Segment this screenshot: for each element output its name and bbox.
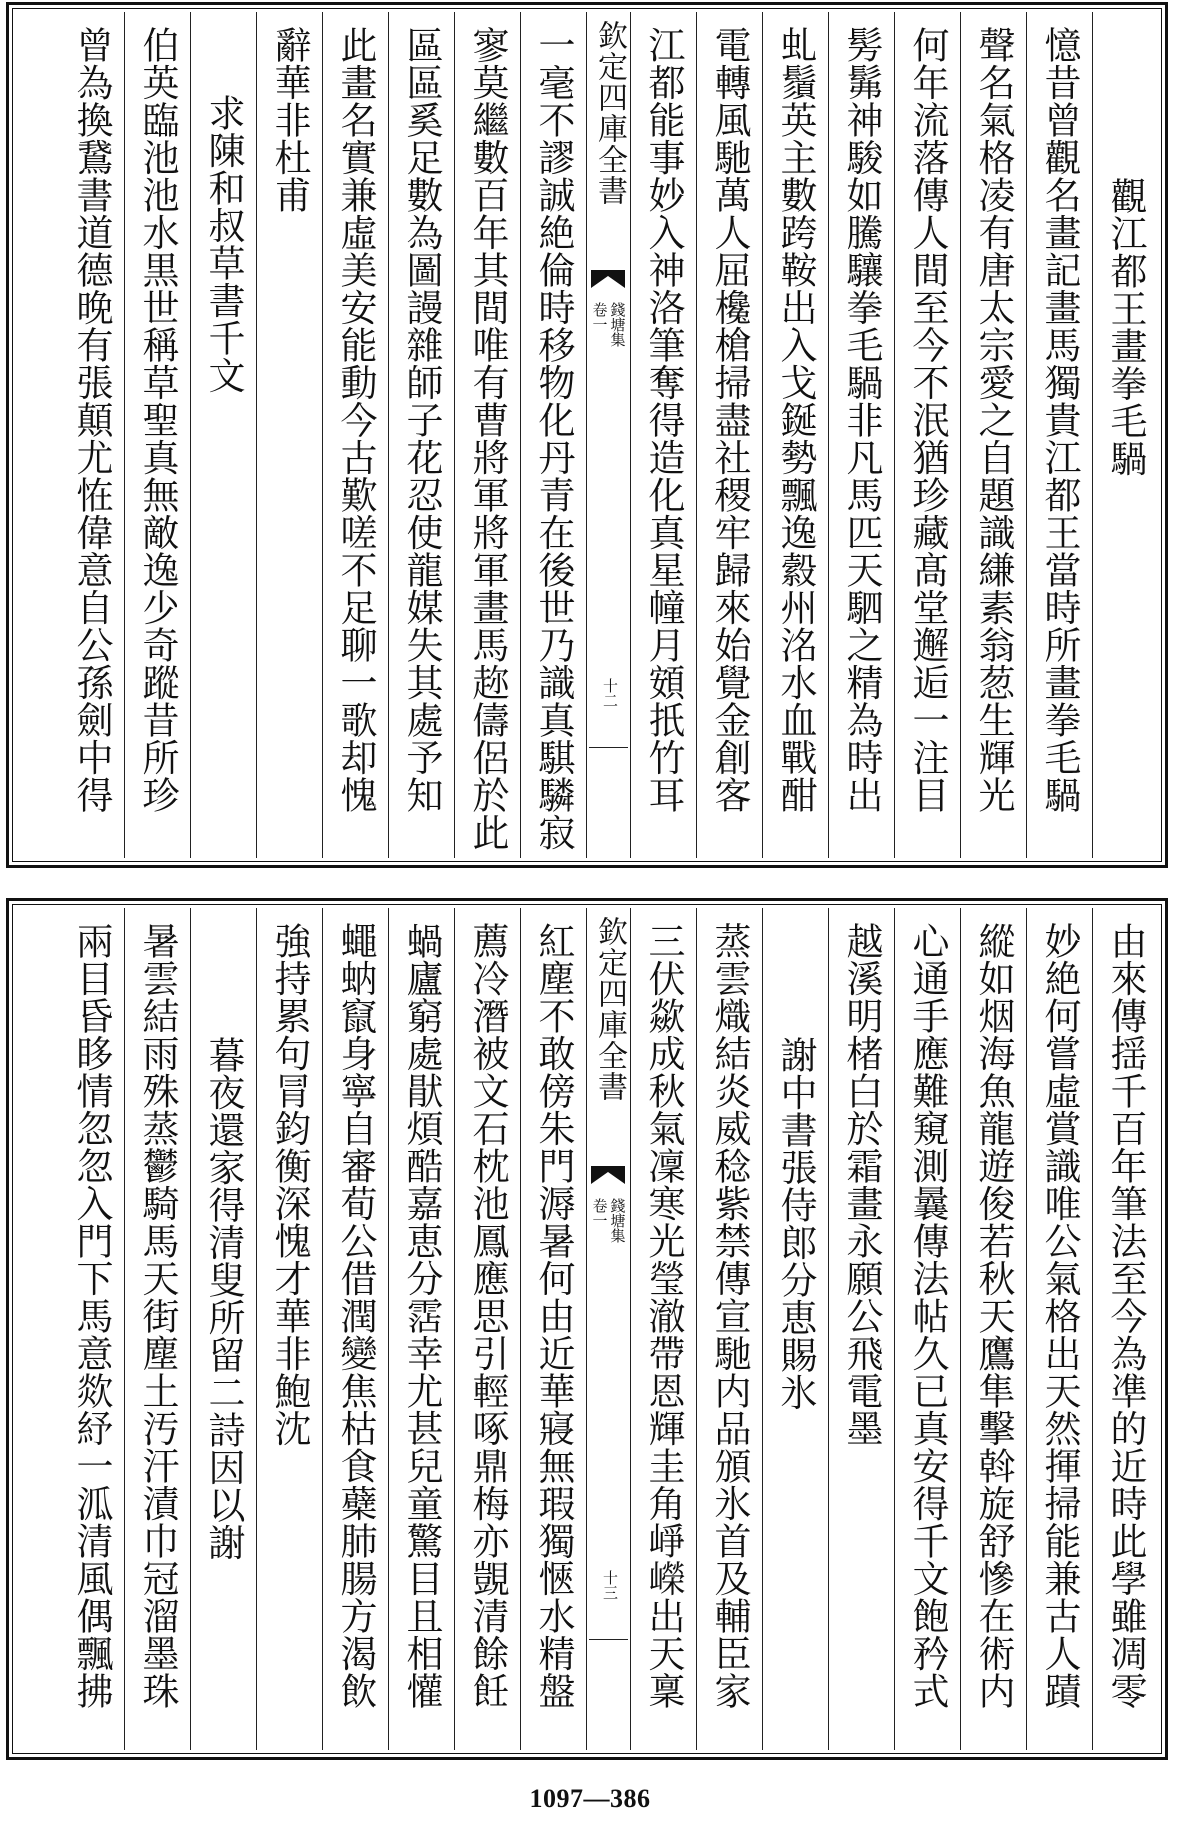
text-column: 薦冷潛被文石枕池鳳應思引輕啄鼎梅亦覬清餘飪 (454, 908, 520, 1750)
text-column: 寥莫繼數百年其間唯有曹將軍將軍畫馬趂儔侶於此 (454, 12, 520, 858)
volume-label: 卷一 (590, 1198, 609, 1228)
text-column: 蒸雲熾結炎威稔紫禁傳宣馳内品頒氷首及輔臣家 (696, 908, 762, 1750)
collection-label (587, 302, 630, 412)
collection-label (587, 1198, 630, 1308)
text-column: 辭華非杜甫 (256, 12, 322, 858)
text-column: 紅塵不敢傍朱門溽暑何由近華寢無瑕獨愜水精盤 (520, 908, 586, 1750)
center-fold (586, 908, 630, 1750)
book-title: 欽定四庫全書 (592, 916, 627, 1102)
text-column: 妙絶何嘗虛賞識唯公氣格出天然揮掃能兼古人蹟 (1026, 908, 1092, 1750)
page-number: 十二 (601, 678, 619, 708)
text-column: 電轉風馳萬人屈欃槍掃盡社稷牢歸來始覺金創客 (696, 12, 762, 858)
page-footer-number: 1097—386 (529, 1784, 651, 1813)
center-fold (586, 12, 630, 858)
text-column: 何年流落傳人間至今不泯猶珍藏髙堂邂逅一注目 (894, 12, 960, 858)
text-column: 越溪明楮白於霜畫永願公飛電墨 (828, 908, 894, 1750)
text-column: 蝸廬窮處猒煩酷嘉恵分霑幸尤甚兒童驚目且相懽 (388, 908, 454, 1750)
poem-title: 觀江都王畫拳毛騧 (1092, 12, 1158, 858)
text-columns (16, 908, 1158, 1750)
divider (589, 747, 628, 748)
fish-tail-icon (591, 1166, 625, 1184)
book-page-top (6, 2, 1168, 868)
collection-name: 錢塘集 (608, 302, 627, 347)
text-column: 髣髴神駿如騰驤拳毛騧非凡馬匹天駟之精為時出 (828, 12, 894, 858)
text-column: 強持累句冐鈞衡深愧才華非鮑沈 (256, 908, 322, 1750)
volume-label: 卷一 (590, 302, 609, 332)
book-page-bottom (6, 898, 1168, 1760)
text-column: 曾為換鵞書道德晚有張顛尤恠偉意自公孫劍中得 (70, 26, 113, 814)
page-number: 十三 (601, 1570, 619, 1600)
text-column: 縱如烟海魚龍遊俊若秋天鷹隼擊斡旋舒慘在術内 (960, 908, 1026, 1750)
text-column: 兩目昏眵情忽忽入門下馬意欻紓一泒清風偶飄拂 (70, 922, 113, 1710)
poem-title: 暮夜還家得清叟所留二詩因以謝 (190, 908, 256, 1750)
text-column: 三伏歘成秋氣凜寒光瑩澈帶恩輝圭角崢嶸出天稟 (630, 908, 696, 1750)
text-column: 江都能事妙入神洛筆奪得造化真星幢月頞扺竹耳 (630, 12, 696, 858)
poem-title: 求陳和叔草書千文 (190, 12, 256, 858)
fish-tail-icon (591, 270, 625, 288)
text-columns (16, 12, 1158, 858)
text-column: 聲名氣格凌有唐太宗愛之自題識縑素翁䓤生輝光 (960, 12, 1026, 858)
text-column: 區區奚足數為圖謾雜師子花忍使龍媒失其處予知 (388, 12, 454, 858)
text-column: 憶昔曾觀名畫記畫馬獨貴江都王當時所畫拳毛騧 (1026, 12, 1092, 858)
text-column: 心通手應難窺測曩傳法帖久已真安得千文飽矜式 (894, 908, 960, 1750)
collection-name: 錢塘集 (608, 1198, 627, 1243)
text-column: 蠅蚋竄身寧自審荀公借潤變焦枯食蘗肺腸方渴飲 (322, 908, 388, 1750)
book-title: 欽定四庫全書 (592, 20, 627, 206)
text-column: 暑雲結雨殊蒸鬱騎馬天街塵土汚汗漬巾冠溜墨珠 (124, 908, 190, 1750)
text-column: 一毫不謬誠絶倫時移物化丹青在後世乃識真騏驎寂 (520, 12, 586, 858)
divider (589, 1639, 628, 1640)
text-column: 伯英臨池池水黒世稱草聖真無敵逸少奇蹤昔所珍 (124, 12, 190, 858)
poem-title: 謝中書張侍郎分恵賜氷 (762, 908, 828, 1750)
text-column: 由來傳揺千百年筆法至今為凖的近時此學雖凋零 (1092, 908, 1158, 1750)
text-column: 虬鬚英主數跨鞍出入戈鋋勢飄逸縠州洺水血戰酣 (762, 12, 828, 858)
text-column: 此畫名實兼虛美安能動今古歎嗟不足聊一歌却愧 (322, 12, 388, 858)
